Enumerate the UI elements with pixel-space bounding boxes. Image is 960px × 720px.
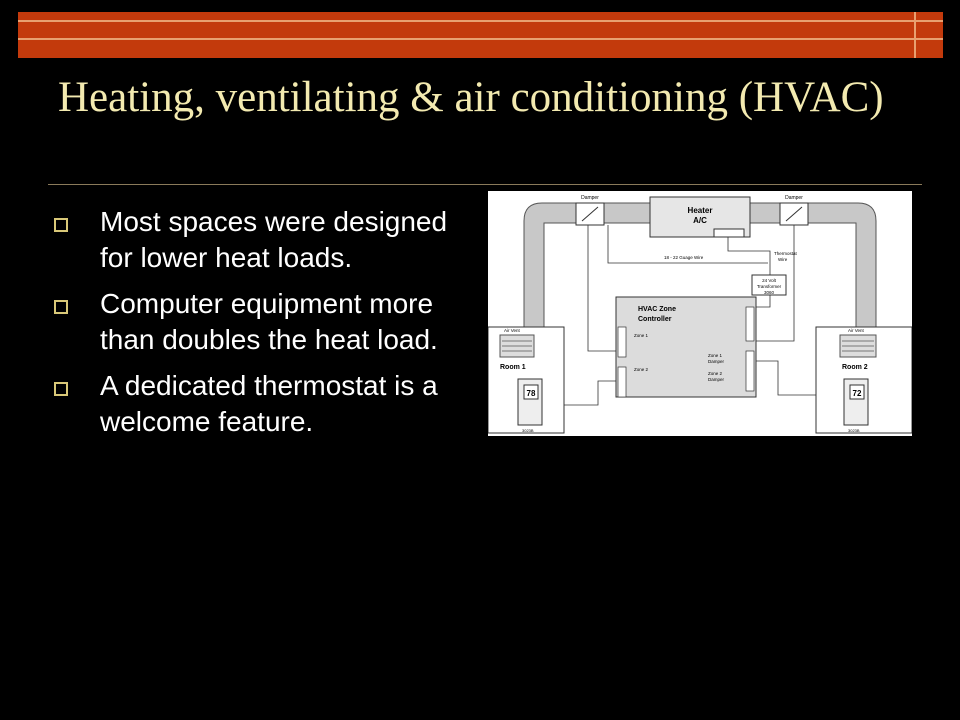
air-vent-label-left: Air Vent	[504, 328, 520, 333]
transformer-label-2: Transformer	[756, 284, 782, 289]
bullet-item: Most spaces were designed for lower heat loads.	[50, 204, 460, 276]
room1-label: Room 1	[500, 364, 526, 371]
controller-label: HVAC Zone	[638, 306, 676, 313]
top-decorative-bar	[18, 12, 943, 58]
damper-label-right: Damper	[785, 195, 803, 201]
heater-sub-label: A/C	[693, 216, 707, 225]
transformer-label-3: 3060	[763, 290, 775, 295]
thermostat-wire-label: Thermostat	[774, 251, 797, 256]
title-divider	[48, 184, 922, 185]
square-bullet-icon	[54, 300, 68, 314]
square-bullet-icon	[54, 218, 68, 232]
bullet-list	[50, 204, 460, 450]
damper-label-left: Damper	[581, 195, 599, 201]
heater-label: Heater	[687, 206, 713, 215]
zone1-damper-label-2: Damper	[708, 359, 725, 364]
square-bullet-icon	[54, 382, 68, 396]
transformer-label: 24 Volt	[762, 278, 776, 283]
room1-temp: 78	[526, 389, 536, 398]
room2-label: Room 2	[842, 364, 868, 371]
bullet-item: Computer equipment more than doubles the heat load.	[50, 286, 460, 358]
room2-temp: 72	[852, 389, 862, 398]
gauge-wire-label: 18 - 22 Guage Wire	[664, 255, 704, 260]
thermostat-model-right: 3023B	[848, 428, 860, 433]
bullet-item: A dedicated thermostat is a welcome feature.	[50, 368, 460, 440]
thermostat-wire-label-2: Wire	[778, 257, 788, 262]
zone2-label: Zone 2	[634, 367, 649, 372]
zone2-damper-label: Zone 2	[708, 371, 723, 376]
hvac-zone-diagram	[488, 191, 912, 436]
air-vent-label-right: Air Vent	[848, 328, 864, 333]
zone1-damper-label: Zone 1	[708, 353, 723, 358]
zone1-label: Zone 1	[634, 333, 649, 338]
slide-title: Heating, ventilating & air conditioning (HVAC)	[58, 74, 884, 121]
thermostat-model-left: 3023B	[522, 428, 534, 433]
zone2-damper-label-2: Damper	[708, 377, 725, 382]
controller-label-2: Controller	[638, 316, 672, 323]
